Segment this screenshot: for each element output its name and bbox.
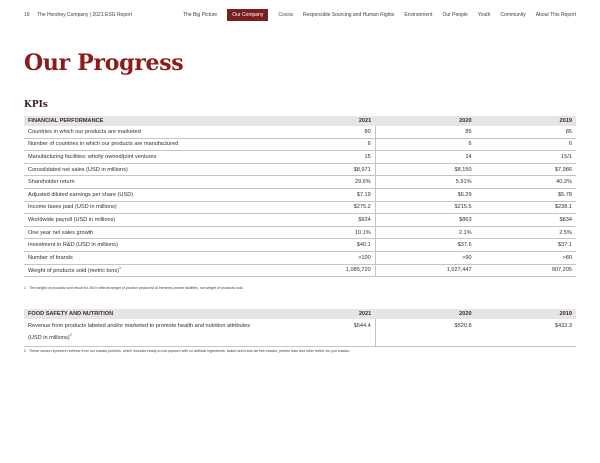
table-row xyxy=(24,151,576,164)
column-header-2019: 2019 xyxy=(476,309,576,319)
row-label: Investment in R&D (USD in millions) xyxy=(24,239,275,252)
kpis-heading: KPIs xyxy=(24,100,48,110)
cell-2019: $7,986 xyxy=(476,163,576,176)
footnote-mark: 2 xyxy=(69,333,72,337)
cell-2021: 29.6% xyxy=(275,176,375,189)
table-row xyxy=(24,226,576,239)
cell-2020: $863 xyxy=(375,214,475,227)
cell-2019: 6 xyxy=(476,138,576,151)
cell-2019: 40.2% xyxy=(476,176,576,189)
tab-our-company[interactable]: Our Company xyxy=(227,9,268,21)
table-row xyxy=(24,239,576,252)
cell-2020: $520.8 xyxy=(375,319,475,347)
row-label: Number of countries in which our products are manufactured xyxy=(24,138,275,151)
cell-2020: >90 xyxy=(375,251,475,264)
page-number: 19 xyxy=(24,12,30,18)
table-row xyxy=(24,176,576,189)
column-header-2020: 2020 xyxy=(375,116,475,126)
cell-2020: $8,150 xyxy=(375,163,475,176)
footnote-2 xyxy=(24,349,350,353)
column-header-metric: FINANCIAL PERFORMANCE xyxy=(24,116,275,126)
cell-2021: $275.2 xyxy=(275,201,375,214)
cell-2019: $37.1 xyxy=(476,239,576,252)
cell-2020: $215.5 xyxy=(375,201,475,214)
tab-about-this-report[interactable]: About This Report xyxy=(535,12,576,18)
tab-responsible-sourcing[interactable]: Responsible Sourcing and Human Rights xyxy=(302,12,395,18)
cell-2019: >80 xyxy=(476,251,576,264)
cell-2021: 80 xyxy=(275,126,375,138)
cell-2019: 907,205 xyxy=(476,264,576,277)
cell-2021: 15 xyxy=(275,151,375,164)
row-label: Manufacturing facilities: wholly owned/joint ventures xyxy=(24,151,275,164)
row-label: Income taxes paid (USD in millions) xyxy=(24,201,275,214)
cell-2021: >100 xyxy=(275,251,375,264)
table-header-row xyxy=(24,309,576,319)
cell-2020: 1,027,447 xyxy=(375,264,475,277)
cell-2019: $432.3 xyxy=(476,319,576,347)
cell-2019: 85 xyxy=(476,126,576,138)
footnote-text: These values represent revenue from our snacks portfolio, which includes ready-to-eat popcorn with no artificial ingredients, baked and trans-fat free snacks, protein bars and other better-for-you snacks. xyxy=(29,349,351,353)
cell-2020: 14 xyxy=(375,151,475,164)
row-label: Adjusted diluted earnings per share (USD) xyxy=(24,188,275,201)
footnote-1 xyxy=(24,286,244,290)
cell-2020: 2.1% xyxy=(375,226,475,239)
page-title: Our Progress xyxy=(24,50,184,76)
table-row xyxy=(24,201,576,214)
table-row xyxy=(24,126,576,138)
cell-2020: $37.6 xyxy=(375,239,475,252)
cell-2019: $5.78 xyxy=(476,188,576,201)
footnote-number: 1 xyxy=(24,286,26,290)
footnote-number: 2 xyxy=(24,349,26,353)
tab-the-big-picture[interactable]: The Big Picture xyxy=(183,12,218,18)
table-header-row xyxy=(24,116,576,126)
footnote-mark: 1 xyxy=(119,266,121,271)
table-row xyxy=(24,319,576,347)
cell-2019: $834 xyxy=(476,214,576,227)
row-label xyxy=(24,319,275,347)
cell-2019: 15/1 xyxy=(476,151,576,164)
cell-2021: 10.1% xyxy=(275,226,375,239)
tab-cocoa[interactable]: Cocoa xyxy=(278,12,293,18)
column-header-2020: 2020 xyxy=(375,309,475,319)
cell-2021: 6 xyxy=(275,138,375,151)
cell-2021: 1,085,720 xyxy=(275,264,375,277)
cell-2019: $238.1 xyxy=(476,201,576,214)
table-row xyxy=(24,264,576,277)
table-row xyxy=(24,188,576,201)
row-label: Worldwide payroll (USD in millions) xyxy=(24,214,275,227)
row-label: Shareholder return xyxy=(24,176,275,189)
report-title: The Hershey Company | 2021 ESG Report xyxy=(37,12,132,18)
cell-2021: $8,971 xyxy=(275,163,375,176)
column-header-2019: 2019 xyxy=(476,116,576,126)
food-safety-nutrition-table xyxy=(24,309,576,347)
cell-2020: 85 xyxy=(375,126,475,138)
cell-2021: $7.19 xyxy=(275,188,375,201)
row-label xyxy=(24,264,275,277)
tab-environment[interactable]: Environment xyxy=(404,12,433,18)
row-label-text: Weight of products sold (metric tons) xyxy=(28,268,119,275)
footnote-text: The weight of products sold result for 2019 reflects weight of product produced at Hershey-owned facilities, not weight of products sold. xyxy=(29,286,244,290)
table-row xyxy=(24,251,576,264)
cell-2019: 2.5% xyxy=(476,226,576,239)
column-header-2021: 2021 xyxy=(275,116,375,126)
row-label-line-2: (USD in millions) xyxy=(28,334,70,341)
section-tabs xyxy=(183,9,576,21)
tab-our-people[interactable]: Our People xyxy=(442,12,468,18)
cell-2020: $6.29 xyxy=(375,188,475,201)
column-header-metric: FOOD SAFETY AND NUTRITION xyxy=(24,309,275,319)
row-label-line-1: Revenue from products labeled and/or marketed to promote health and nutrition attributes xyxy=(28,323,251,329)
row-label: Countries in which our products are marketed xyxy=(24,126,275,138)
row-label: Consolidated net sales (USD in millions) xyxy=(24,163,275,176)
cell-2021: $924 xyxy=(275,214,375,227)
table-row xyxy=(24,214,576,227)
cell-2021: $644.4 xyxy=(275,319,375,347)
row-label: Number of brands xyxy=(24,251,275,264)
top-navigation xyxy=(0,9,600,21)
cell-2020: 5.91% xyxy=(375,176,475,189)
table-row xyxy=(24,163,576,176)
cell-2021: $40.1 xyxy=(275,239,375,252)
cell-2020: 6 xyxy=(375,138,475,151)
tab-community[interactable]: Community xyxy=(500,12,526,18)
financial-performance-table xyxy=(24,116,576,277)
column-header-2021: 2021 xyxy=(275,309,375,319)
tab-youth[interactable]: Youth xyxy=(477,12,491,18)
row-label: One year net sales growth xyxy=(24,226,275,239)
table-row xyxy=(24,138,576,151)
